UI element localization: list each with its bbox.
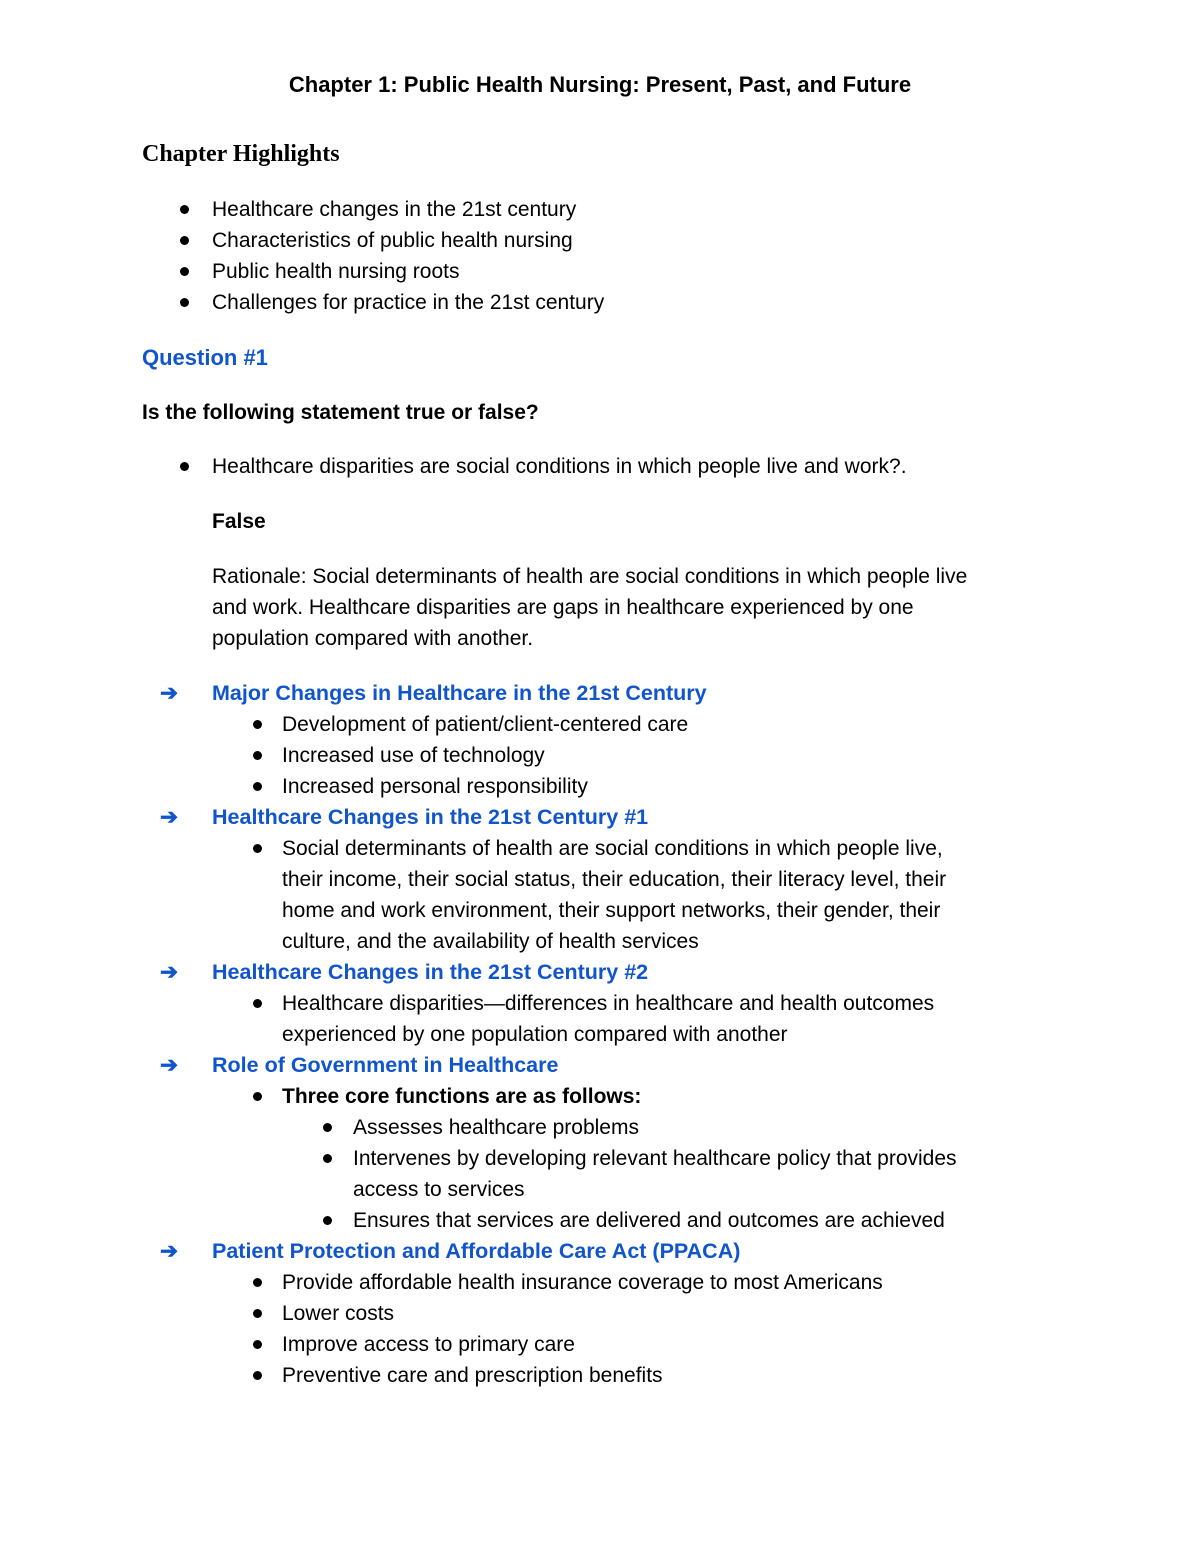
bullet-icon — [180, 267, 189, 276]
question-statement-list — [142, 451, 1142, 482]
bullet-icon — [253, 720, 262, 729]
arrow-right-icon: ➔ — [160, 1053, 179, 1077]
list-item: Development of patient/client-centered care — [142, 709, 1142, 740]
bullet-icon — [323, 1154, 332, 1163]
bullet-icon — [323, 1123, 332, 1132]
list-item — [142, 451, 1142, 482]
section-heading: ➔ Major Changes in Healthcare in the 21st Century — [142, 678, 1142, 709]
list-item: Characteristics of public health nursing — [142, 225, 1142, 256]
list-item: Assesses healthcare problems — [142, 1112, 1142, 1143]
highlights-heading: Chapter Highlights — [142, 141, 340, 167]
list-item: Improve access to primary care — [142, 1329, 1142, 1360]
page-title: Chapter 1: Public Health Nursing: Present, Past, and Future — [288, 72, 912, 97]
bullet-icon — [253, 999, 262, 1008]
arrow-right-icon: ➔ — [160, 1239, 179, 1263]
question-statement: Healthcare disparities are social conditions in which people live and work?. — [212, 455, 907, 478]
bullet-icon — [180, 462, 189, 471]
list-item: Ensures that services are delivered and outcomes are achieved — [142, 1205, 1142, 1236]
bullet-icon — [253, 844, 262, 853]
list-item: Healthcare changes in the 21st century — [142, 194, 1142, 225]
list-item: Three core functions are as follows: — [142, 1081, 1142, 1112]
list-item: Intervenes by developing relevant healthcare policy that provides access to services — [142, 1143, 1142, 1205]
bullet-icon — [323, 1216, 332, 1225]
bullet-icon — [253, 751, 262, 760]
arrow-right-icon: ➔ — [160, 681, 179, 705]
bullet-icon — [253, 1371, 262, 1380]
list-item: Increased use of technology — [142, 740, 1142, 771]
question-prompt: Is the following statement true or false? — [142, 401, 539, 424]
bullet-icon — [253, 1340, 262, 1349]
bullet-icon — [253, 782, 262, 791]
bullet-icon — [180, 236, 189, 245]
bullet-icon — [180, 205, 189, 214]
bullet-icon — [180, 298, 189, 307]
arrow-right-icon: ➔ — [160, 960, 179, 984]
section-heading: ➔ Role of Government in Healthcare — [142, 1050, 1142, 1081]
list-item: Provide affordable health insurance coverage to most Americans — [142, 1267, 1142, 1298]
section-heading: ➔ Healthcare Changes in the 21st Century #1 — [142, 802, 1142, 833]
answer-text: False — [212, 510, 266, 533]
rationale: Rationale: Social determinants of health are social conditions in which people live and work. Healthcare disparities are gaps in healthcare experienced by one population compared with another. — [212, 565, 968, 650]
list-item: Increased personal responsibility — [142, 771, 1142, 802]
list-item: Lower costs — [142, 1298, 1142, 1329]
list-item: Social determinants of health are social conditions in which people live, their income, their social status, their education, their literacy level, their home and work environment, their support networks, their gender, their culture, and the availability of health services — [142, 833, 1142, 957]
section-heading: ➔ Patient Protection and Affordable Care Act (PPACA) — [142, 1236, 1142, 1267]
bullet-icon — [253, 1309, 262, 1318]
list-item: Public health nursing roots — [142, 256, 1142, 287]
bullet-icon — [253, 1092, 262, 1101]
list-item: Preventive care and prescription benefits — [142, 1360, 1142, 1391]
list-item: Challenges for practice in the 21st century — [142, 287, 1142, 318]
sections-outline — [142, 678, 1142, 1391]
question-label: Question #1 — [142, 345, 268, 370]
bullet-icon — [253, 1278, 262, 1287]
list-item: Healthcare disparities—differences in healthcare and health outcomes experienced by one population compared with another — [142, 988, 1142, 1050]
highlights-list — [142, 194, 1142, 318]
arrow-right-icon: ➔ — [160, 805, 179, 829]
section-heading: ➔ Healthcare Changes in the 21st Century #2 — [142, 957, 1142, 988]
